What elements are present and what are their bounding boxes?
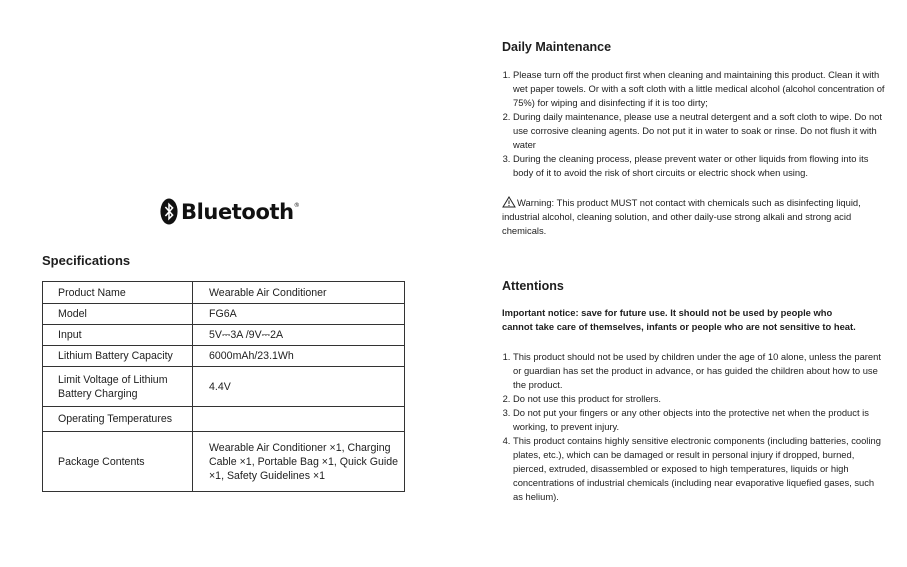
table-row <box>43 304 405 325</box>
spec-label: Operating Temperatures <box>43 407 193 432</box>
bluetooth-wordmark: Bluetooth® <box>181 199 300 224</box>
list-item: 2. During daily maintenance, please use a neutral detergent and a soft cloth to wipe. Do not use corrosive cleaning agents. Do not put it in water to soak or rinse. Do not flush it with water <box>513 110 885 152</box>
table-row <box>43 367 405 407</box>
spec-value: 5V⎓3A /9V⎓2A <box>193 325 405 346</box>
specifications-heading: Specifications <box>42 253 131 268</box>
bluetooth-logo <box>160 198 299 225</box>
spec-label: Product Name <box>43 282 193 304</box>
spec-label: Model <box>43 304 193 325</box>
spec-label: Lithium Battery Capacity <box>43 346 193 367</box>
spec-value: FG6A <box>193 304 405 325</box>
spec-value: Wearable Air Conditioner ×1, Charging Cable ×1, Portable Bag ×1, Quick Guide ×1, Safety Guidelines ×1 <box>193 432 405 492</box>
list-item: 3. Do not put your fingers or any other objects into the protective net when the product is working, to prevent injury. <box>513 406 885 434</box>
spec-label: Limit Voltage of Lithium Battery Charging <box>43 367 193 407</box>
spec-label: Input <box>43 325 193 346</box>
warning-triangle-icon <box>502 196 516 208</box>
table-row <box>43 407 405 432</box>
specifications-table <box>42 281 405 492</box>
list-item: 3. During the cleaning process, please prevent water or other liquids from flowing into its body of it to avoid the risk of short circuits or electric shock when using. <box>513 152 885 180</box>
important-notice: Important notice: save for future use. It should not be used by people who cannot take care of themselves, infants or people who are not sensitive to heat. <box>502 307 856 332</box>
warning-text: Warning: This product MUST not contact with chemicals such as disinfecting liquid, industrial alcohol, cleaning solution, and other daily-use strong alkali and strong acid chemicals. <box>502 197 861 236</box>
attentions-list <box>502 350 885 504</box>
table-row <box>43 282 405 304</box>
maintenance-heading: Daily Maintenance <box>502 40 612 54</box>
table-row <box>43 346 405 367</box>
spec-value: Wearable Air Conditioner <box>193 282 405 304</box>
list-item: 2. Do not use this product for strollers. <box>513 392 885 406</box>
spec-value: 4.4V <box>193 367 405 407</box>
warning-note <box>502 196 874 238</box>
table-row <box>43 432 405 492</box>
maintenance-list <box>502 68 885 180</box>
list-item: 4. This product contains highly sensitive electronic components (including batteries, cooling plates, etc.), which can be damaged or result in personal injury if dropped, burned, pierced, extruded, disassembled or exposed to high temperatures, liquids or high concentrations of industrial chemicals (including near evaporative liquefied gases, such as helium). <box>513 434 885 504</box>
list-item: 1. This product should not be used by children under the age of 10 alone, unless the parent or guardian has set the product in advance, or has guided the children about how to use the product. <box>513 350 885 392</box>
bluetooth-icon <box>160 198 178 225</box>
attentions-heading: Attentions <box>502 279 564 293</box>
table-row <box>43 325 405 346</box>
list-item: 1. Please turn off the product first when cleaning and maintaining this product. Clean it with wet paper towels. Or with a soft cloth with a little medical alcohol (alcohol concentration of 75%) for wiping and disinfecting if it is too dirty; <box>513 68 885 110</box>
spec-label: Package Contents <box>43 432 193 492</box>
spec-value: 6000mAh/23.1Wh <box>193 346 405 367</box>
spec-value <box>193 407 405 432</box>
